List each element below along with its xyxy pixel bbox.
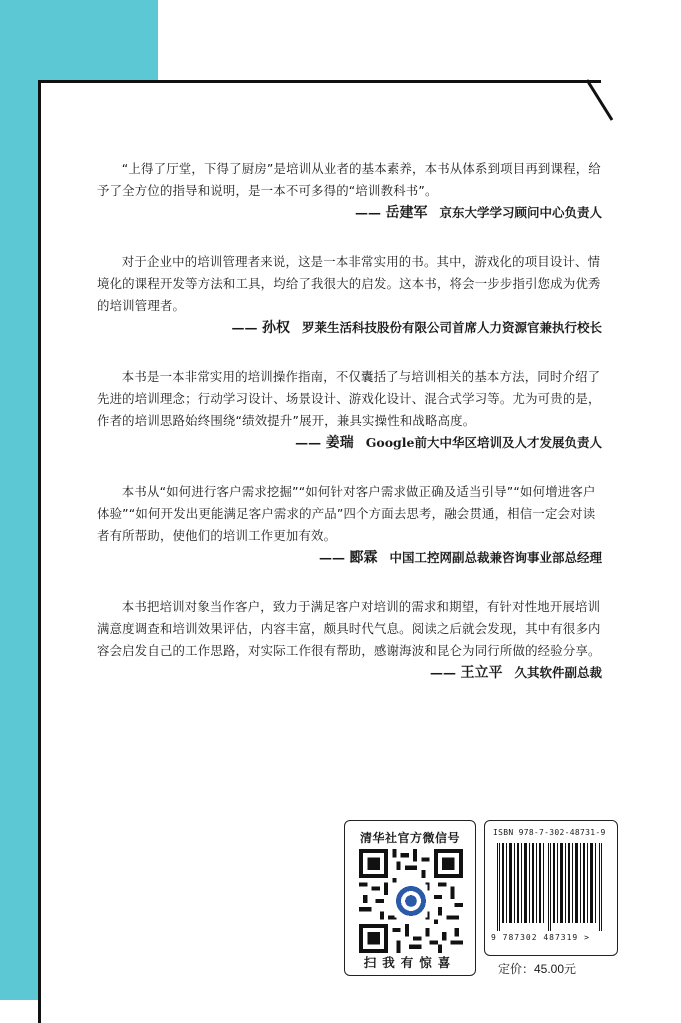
endorser-name: 岳建军 <box>385 205 428 221</box>
endorsement <box>97 596 602 685</box>
endorsement-attribution <box>97 662 602 685</box>
endorsement <box>97 251 602 340</box>
barcode <box>495 843 607 931</box>
endorser-title: 久其软件副总裁 <box>514 665 602 680</box>
endorsement-text: 本书把培训对象当作客户，致力于满足客户对培训的需求和期望，有针对性地开展培训满意度调查和培训效果评估，内容丰富，颇具时代气息。阅读之后就会发现，其中有很多内容会启发自己的工作思路，对实际工作很有帮助，感谢海波和昆仑为同行所做的经验分享。 <box>97 599 601 658</box>
price-label: 定价：45.00元 <box>498 962 577 976</box>
attribution-dash: —— <box>231 321 258 336</box>
endorser-title: Google前大中华区培训及人才发展负责人 <box>365 435 602 450</box>
endorser-name: 郾霖 <box>349 550 378 566</box>
endorser-title: 罗莱生活科技股份有限公司首席人力资源官兼执行校长 <box>301 320 602 335</box>
endorsement <box>97 481 602 570</box>
attribution-dash: —— <box>295 436 322 451</box>
endorsement <box>97 366 602 455</box>
attribution-dash: —— <box>429 666 456 681</box>
attribution-dash: —— <box>354 206 381 221</box>
endorsement-attribution <box>97 317 602 340</box>
qr-caption-bottom: 扫我有惊喜 <box>363 956 457 970</box>
wechat-qr-box <box>344 820 476 976</box>
endorser-name: 王立平 <box>460 665 503 681</box>
endorsement-attribution <box>97 202 602 225</box>
endorser-name: 姜瑞 <box>325 435 354 451</box>
endorser-title: 京东大学学习顾问中心负责人 <box>439 205 602 220</box>
endorsement-text: 本书是一本非常实用的培训操作指南，不仅囊括了与培训相关的基本方法，同时介绍了先进的培训理念；行动学习设计、场景设计、游戏化设计、混合式学习等。尤为可贵的是，作者的培训思路始终围绕“绩效提升”展开，兼具实操性和战略高度。 <box>97 369 601 428</box>
endorser-title: 中国工控网副总裁兼咨询事业部总经理 <box>389 550 602 565</box>
endorser-name: 孙权 <box>261 320 290 336</box>
qr-code[interactable] <box>359 849 463 953</box>
endorsement-attribution <box>97 432 602 455</box>
barcode-digits: 9 787302 487319 > <box>491 933 590 942</box>
endorsement <box>97 158 602 225</box>
endorsement-text: 本书从“如何进行客户需求挖掘”“如何针对客户需求做正确及适当引导”“如何增进客户体验”“如何开发出更能满足客户需求的产品”四个方面去思考，融会贯通，相信一定会对读者有所帮助，使他们的培训工作更加有效。 <box>97 484 596 543</box>
endorsement-text: 对于企业中的培训管理者来说，这是一本非常实用的书。其中，游戏化的项目设计、情境化的课程开发等方法和工具，均给了我很大的启发。这本书，将会一步步指引您成为优秀的培训管理者。 <box>97 254 601 313</box>
isbn-number: ISBN 978-7-302-48731-9 <box>493 828 606 837</box>
isbn-box <box>484 820 618 956</box>
qr-caption-top: 清华社官方微信号 <box>359 831 460 845</box>
endorsement-attribution <box>97 547 602 570</box>
attribution-dash: —— <box>318 551 345 566</box>
endorsement-text: “上得了厅堂，下得了厨房”是培训从业者的基本素养，本书从体系到项目再到课程，给予了全方位的指导和说明，是一本不可多得的“培训教科书”。 <box>97 161 601 198</box>
corner-bracket <box>570 58 630 128</box>
endorsements-section <box>97 158 602 711</box>
